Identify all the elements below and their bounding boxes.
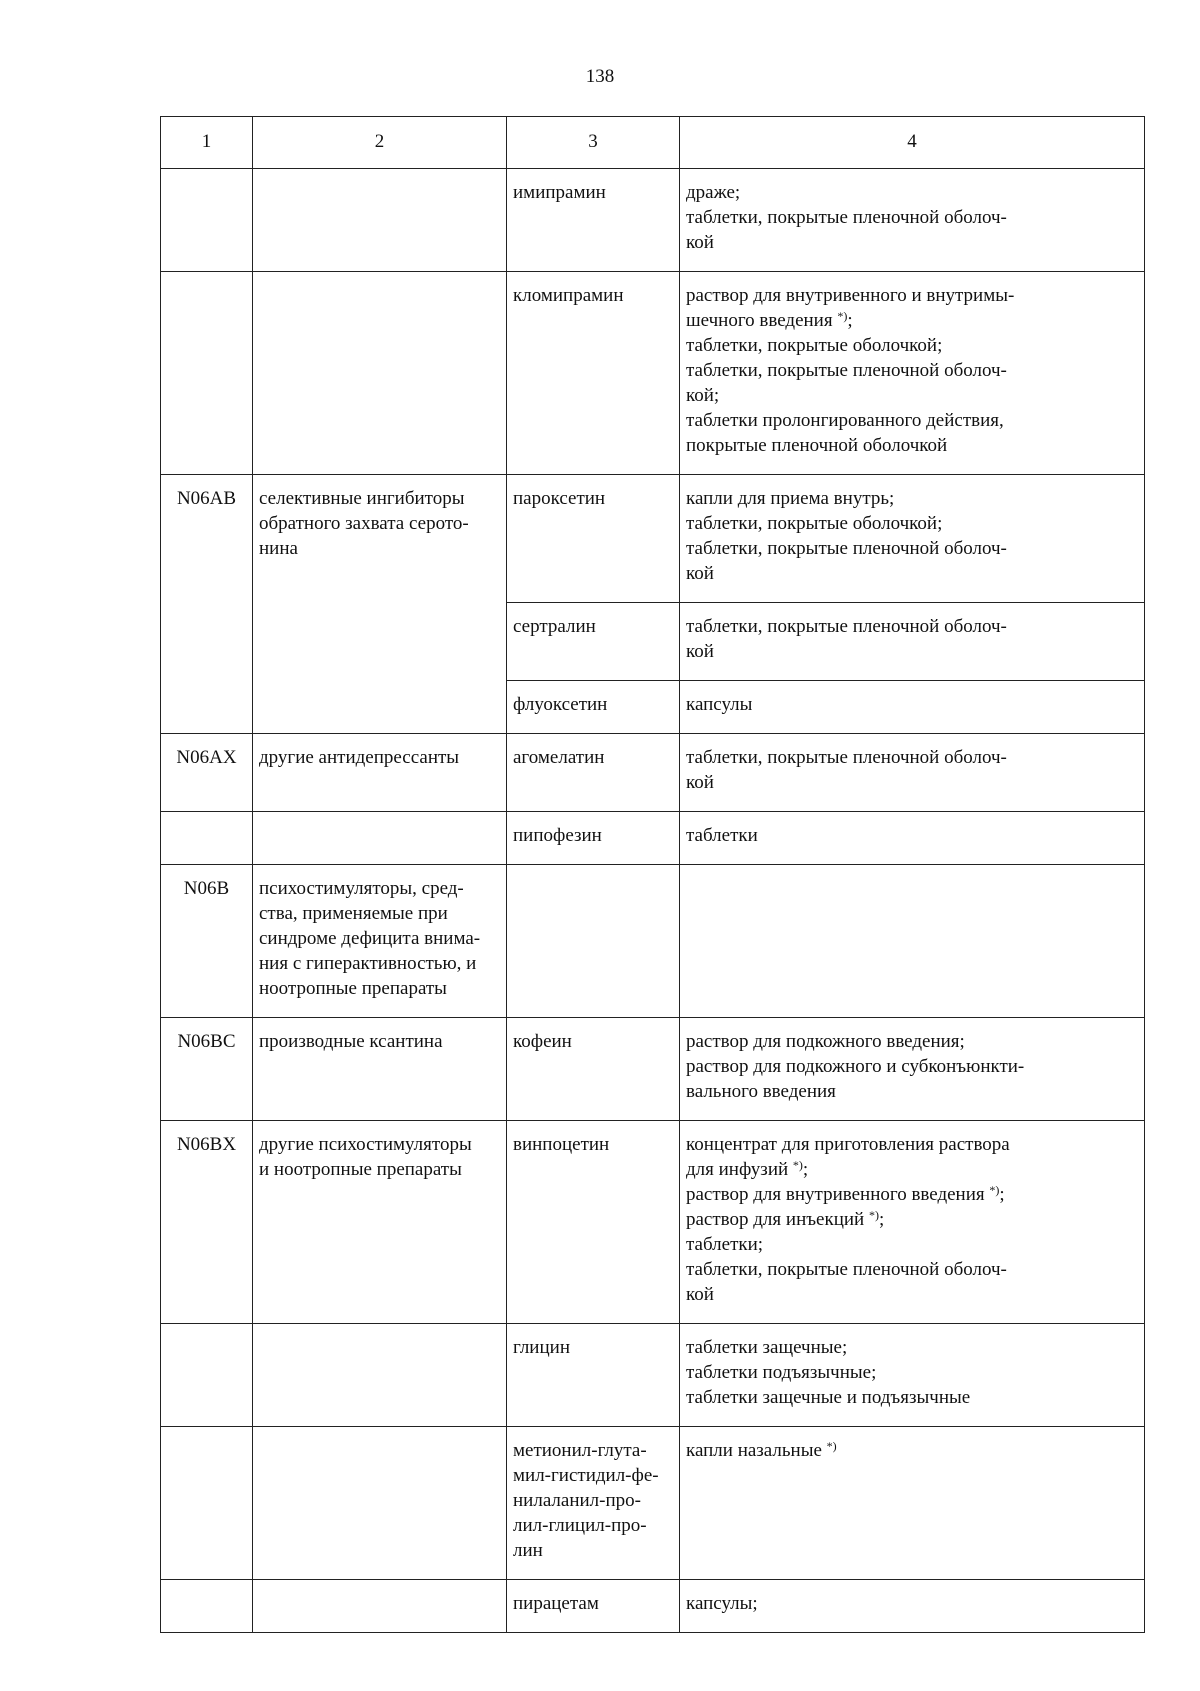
- group-name-cell: [253, 865, 507, 1018]
- group-name-cell: [253, 812, 507, 865]
- dosage-form-line: для инфузий *);: [686, 1158, 809, 1180]
- group-name-line: нина: [259, 538, 298, 559]
- dosage-form-line: таблетки, покрытые пленочной оболоч-: [686, 207, 1007, 228]
- dosage-form-line: кой: [686, 641, 714, 662]
- drug-table: [160, 116, 1145, 1633]
- group-name-cell: [253, 169, 507, 272]
- substance-line: винпоцетин: [513, 1134, 610, 1155]
- substance-line: нилаланил-про-: [513, 1490, 641, 1511]
- substance-line: мил-гистидил-фе-: [513, 1465, 659, 1486]
- substance-line: кофеин: [513, 1031, 572, 1052]
- dosage-form-line: раствор для внутривенного введения *);: [686, 1183, 1005, 1205]
- group-name-cell: [253, 272, 507, 475]
- dosage-form-line: шечного введения *);: [686, 309, 853, 331]
- substance-line: имипрамин: [513, 182, 606, 203]
- atc-code-cell: [161, 1427, 253, 1580]
- dosage-form-cell: [680, 1324, 1145, 1427]
- substance-cell: [507, 272, 680, 475]
- dosage-form-line: таблетки, покрытые пленочной оболоч-: [686, 360, 1007, 381]
- dosage-form-cell: [680, 1427, 1145, 1580]
- substance-cell: [507, 1121, 680, 1324]
- atc-code-cell: N06BX: [161, 1121, 253, 1324]
- column-header: 1: [161, 117, 253, 169]
- dosage-form-line: вального введения: [686, 1081, 836, 1102]
- group-name-line: синдроме дефицита внима-: [259, 928, 481, 949]
- table-row: [161, 1018, 1145, 1121]
- dosage-form-line: таблетки, покрытые пленочной оболоч-: [686, 747, 1007, 768]
- dosage-form-line: таблетки, покрытые оболочкой;: [686, 513, 943, 534]
- group-name-cell: [253, 1121, 507, 1324]
- table-row: [161, 1580, 1145, 1633]
- substance-line: пароксетин: [513, 488, 606, 509]
- atc-code-cell: N06AX: [161, 734, 253, 812]
- table-row: [161, 272, 1145, 475]
- column-header: 4: [680, 117, 1145, 169]
- substance-line: флуоксетин: [513, 694, 608, 715]
- substance-cell: [507, 734, 680, 812]
- substance-line: агомелатин: [513, 747, 605, 768]
- atc-code-cell: [161, 272, 253, 475]
- dosage-form-line: капли для приема внутрь;: [686, 488, 895, 509]
- dosage-form-line: кой: [686, 772, 714, 793]
- dosage-form-line: таблетки: [686, 825, 758, 846]
- footnote-marker: *): [826, 1439, 837, 1453]
- substance-cell: [507, 169, 680, 272]
- atc-code-cell: N06BC: [161, 1018, 253, 1121]
- dosage-form-cell: [680, 475, 1145, 603]
- group-name-cell: [253, 1427, 507, 1580]
- dosage-form-line: раствор для инъекций *);: [686, 1208, 885, 1230]
- dosage-form-cell: [680, 603, 1145, 681]
- substance-cell: [507, 1324, 680, 1427]
- header-row: [161, 117, 1145, 169]
- group-name-line: и ноотропные препараты: [259, 1159, 462, 1180]
- table-row: [161, 734, 1145, 812]
- atc-code-cell: [161, 169, 253, 272]
- group-name-line: ния с гиперактивностью, и: [259, 953, 477, 974]
- dosage-form-cell: [680, 272, 1145, 475]
- dosage-form-line: таблетки подъязычные;: [686, 1362, 877, 1383]
- dosage-form-line: концентрат для приготовления раствора: [686, 1134, 1010, 1155]
- substance-cell: [507, 603, 680, 681]
- dosage-form-cell: [680, 1580, 1145, 1633]
- dosage-form-line: таблетки, покрытые оболочкой;: [686, 335, 943, 356]
- dosage-form-line: раствор для подкожного и субконъюнкти-: [686, 1056, 1025, 1077]
- dosage-form-line: капсулы: [686, 694, 753, 715]
- group-name-line: другие антидепрессанты: [259, 747, 460, 768]
- dosage-form-cell: [680, 1121, 1145, 1324]
- dosage-form-line: драже;: [686, 182, 741, 203]
- substance-line: пирацетам: [513, 1593, 599, 1614]
- group-name-line: психостимуляторы, сред-: [259, 878, 464, 899]
- dosage-form-cell: [680, 681, 1145, 734]
- table-body: [161, 169, 1145, 1633]
- group-name-line: производные ксантина: [259, 1031, 443, 1052]
- substance-line: глицин: [513, 1337, 570, 1358]
- group-name-line: селективные ингибиторы: [259, 488, 465, 509]
- dosage-form-line: таблетки пролонгированного действия,: [686, 410, 1004, 431]
- dosage-form-line: кой;: [686, 385, 720, 406]
- substance-line: пипофезин: [513, 825, 602, 846]
- table-row: [161, 1427, 1145, 1580]
- group-name-line: ноотропные препараты: [259, 978, 447, 999]
- dosage-form-cell: [680, 734, 1145, 812]
- atc-code-cell: N06AB: [161, 475, 253, 734]
- substance-cell: [507, 1018, 680, 1121]
- substance-cell: [507, 1580, 680, 1633]
- dosage-form-line: кой: [686, 1284, 714, 1305]
- atc-code-cell: N06B: [161, 865, 253, 1018]
- footnote-marker: *): [868, 1208, 879, 1222]
- substance-line: сертралин: [513, 616, 596, 637]
- footnote-marker: *): [989, 1183, 1000, 1197]
- substance-cell: [507, 681, 680, 734]
- atc-code-cell: [161, 1580, 253, 1633]
- group-name-cell: [253, 1324, 507, 1427]
- substance-cell: [507, 812, 680, 865]
- group-name-line: ства, применяемые при: [259, 903, 448, 924]
- dosage-form-line: капсулы;: [686, 1593, 758, 1614]
- group-name-cell: [253, 1580, 507, 1633]
- substance-line: лил-глицил-про-: [513, 1515, 647, 1536]
- dosage-form-line: капли назальные *): [686, 1439, 837, 1461]
- dosage-form-line: покрытые пленочной оболочкой: [686, 435, 948, 456]
- group-name-line: другие психостимуляторы: [259, 1134, 472, 1155]
- group-name-cell: [253, 1018, 507, 1121]
- dosage-form-line: раствор для подкожного введения;: [686, 1031, 965, 1052]
- dosage-form-line: таблетки;: [686, 1234, 764, 1255]
- dosage-form-cell: [680, 1018, 1145, 1121]
- dosage-form-cell: [680, 812, 1145, 865]
- column-header: 3: [507, 117, 680, 169]
- footnote-marker: *): [837, 309, 848, 323]
- dosage-form-line: раствор для внутривенного и внутримы-: [686, 285, 1015, 306]
- table-row: [161, 812, 1145, 865]
- table-row: [161, 475, 1145, 603]
- dosage-form-line: таблетки защечные;: [686, 1337, 848, 1358]
- group-name-cell: [253, 734, 507, 812]
- substance-cell: [507, 865, 680, 1018]
- dosage-form-line: кой: [686, 563, 714, 584]
- table-row: [161, 169, 1145, 272]
- table-row: [161, 1121, 1145, 1324]
- table-row: [161, 1324, 1145, 1427]
- dosage-form-cell: [680, 169, 1145, 272]
- atc-code-cell: [161, 1324, 253, 1427]
- substance-line: метионил-глута-: [513, 1440, 647, 1461]
- dosage-form-line: таблетки, покрытые пленочной оболоч-: [686, 538, 1007, 559]
- substance-cell: [507, 475, 680, 603]
- dosage-form-line: таблетки, покрытые пленочной оболоч-: [686, 1259, 1007, 1280]
- dosage-form-line: кой: [686, 232, 714, 253]
- column-header: 2: [253, 117, 507, 169]
- atc-code-cell: [161, 812, 253, 865]
- table-row: [161, 865, 1145, 1018]
- substance-line: лин: [513, 1540, 543, 1561]
- group-name-cell: [253, 475, 507, 734]
- dosage-form-line: таблетки защечные и подъязычные: [686, 1387, 971, 1408]
- page-number: 138: [585, 66, 615, 87]
- dosage-form-cell: [680, 865, 1145, 1018]
- dosage-form-line: таблетки, покрытые пленочной оболоч-: [686, 616, 1007, 637]
- footnote-marker: *): [792, 1158, 803, 1172]
- group-name-line: обратного захвата серото-: [259, 513, 469, 534]
- substance-line: кломипрамин: [513, 285, 624, 306]
- substance-cell: [507, 1427, 680, 1580]
